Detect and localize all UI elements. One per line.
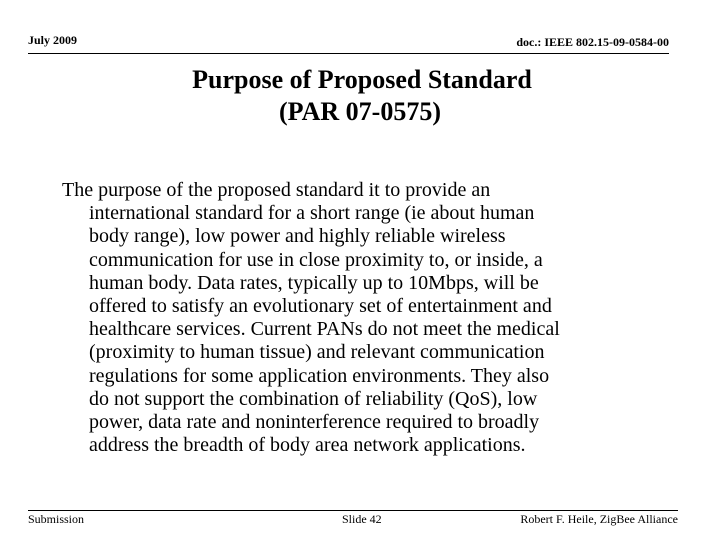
body-line: body range), low power and highly reliable wireless [89,225,506,248]
body-line: regulations for some application environments. They also [89,364,550,387]
body-line: do not support the combination of reliability (QoS), low [89,387,538,410]
body-line: The purpose of the proposed standard it to provide an [62,179,491,201]
header-date: July 2009 [28,33,78,47]
footer-author: Robert F. Heile, ZigBee Alliance [520,512,678,526]
body-line: power, data rate and noninterference required to broadly [89,411,540,434]
footer-submission: Submission [28,512,85,526]
body-line: (proximity to human tissue) and relevant communication [89,341,545,364]
body-line: healthcare services. Current PANs do not meet the medical [89,318,560,341]
header-divider [28,53,669,54]
footer-slide-number: Slide 42 [342,512,382,526]
body-line: offered to satisfy an evolutionary set of entertainment and [89,295,552,318]
body-paragraph [62,179,662,457]
footer-divider [28,510,678,511]
title-line-1: Purpose of Proposed Standard [192,65,532,94]
title-line-2: (PAR 07-0575) [279,97,441,126]
slide-title [0,64,720,128]
header-doc-id: doc.: IEEE 802.15-09-0584-00 [516,35,669,49]
body-line: address the breadth of body area network applications. [89,434,526,457]
body-line: international standard for a short range (ie about human [89,202,535,225]
body-line: communication for use in close proximity to, or inside, a [89,248,543,271]
body-line: human body. Data rates, typically up to 10Mbps, will be [89,271,539,294]
